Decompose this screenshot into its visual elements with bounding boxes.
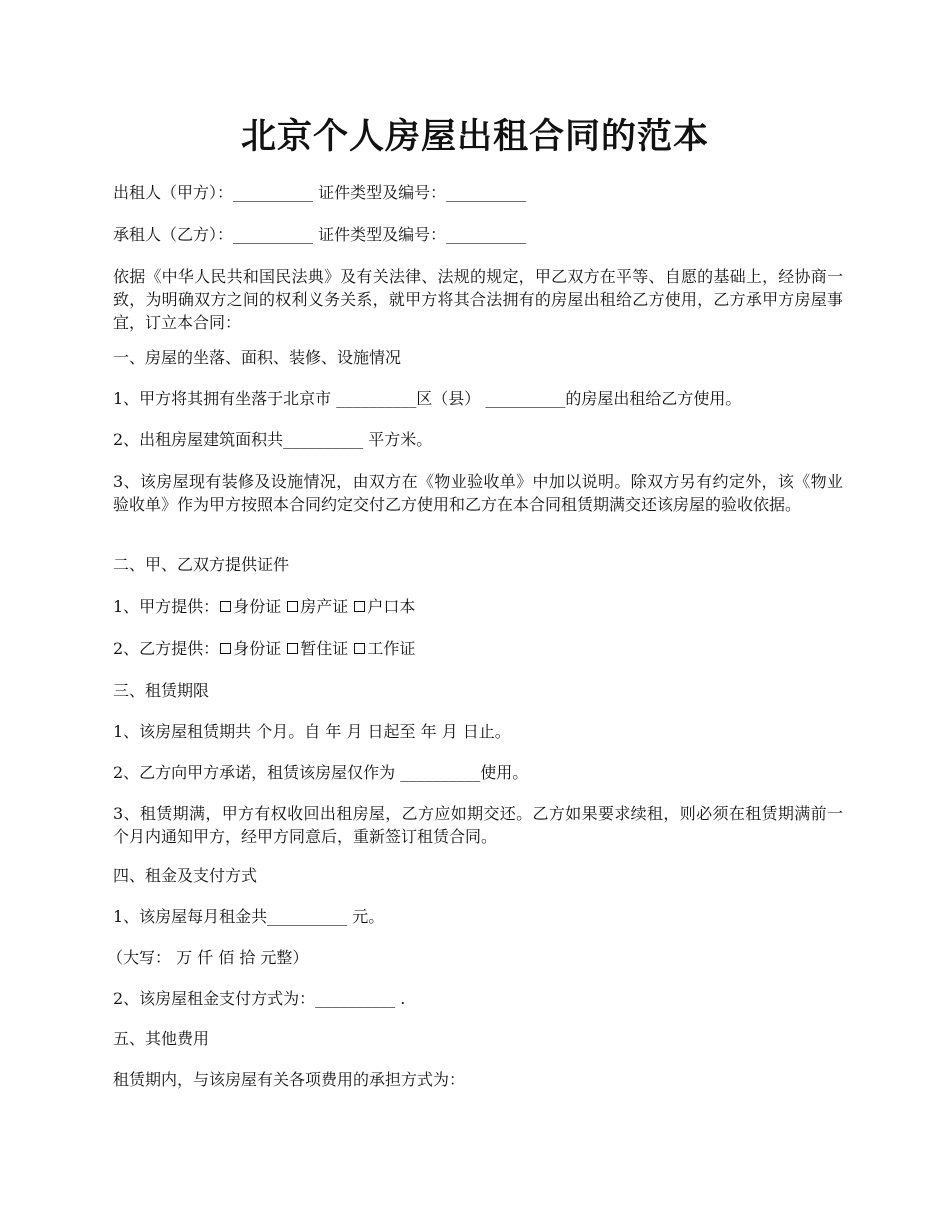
- checkbox-icon: [220, 601, 231, 612]
- section-3-item-2: 2、乙方向甲方承诺，租赁该房屋仅作为 __________使用。: [113, 763, 529, 782]
- section-5-heading: 五、其他费用: [113, 1029, 210, 1048]
- option-label: 身份证: [233, 639, 282, 658]
- section-3-item-1: 1、该房屋租赁期共 个月。自 年 月 日起至 年 月 日止。: [113, 722, 511, 741]
- section-4-item-1: 1、该房屋每月租金共__________ 元。: [113, 907, 385, 926]
- checkbox-icon: [287, 643, 298, 654]
- section-2-item-1-prefix: 1、甲方提供：: [113, 597, 220, 616]
- option-label: 暂住证: [300, 639, 349, 658]
- section-1-item-1: 1、甲方将其拥有坐落于北京市 __________区（县） __________的房屋出租给乙方使用。: [113, 389, 742, 408]
- section-2-heading: 二、甲、乙双方提供证件: [113, 555, 290, 574]
- section-4-item-2: 2、该房屋租金支付方式为：__________ .: [113, 989, 406, 1008]
- checkbox-icon: [354, 601, 365, 612]
- option-label: 户口本: [367, 597, 416, 616]
- section-2-item-2-prefix: 2、乙方提供：: [113, 639, 220, 658]
- section-1-item-3: 3、该房屋现有装修及设施情况，由双方在《物业验收单》中加以说明。除双方另有约定外，该《物业验收单》作为甲方按照本合同约定交付乙方使用和乙方在本合同租赁期满交还该房屋的验收依据。: [113, 472, 843, 514]
- option-label: 工作证: [367, 639, 416, 658]
- preamble-paragraph: 依据《中华人民共和国民法典》及有关法律、法规的规定，甲乙双方在平等、自愿的基础上，经协商一致，为明确双方之间的权利义务关系，就甲方将其合法拥有的房屋出租给乙方使用，乙方承甲方房屋事宜，订立本合同：: [113, 267, 843, 332]
- section-2-item-1: [113, 595, 843, 618]
- option-label: 房产证: [300, 597, 349, 616]
- section-4-item-1-capital: （大写： 万 仟 佰 拾 元整）: [107, 948, 309, 967]
- lessee-line: 承租人（乙方）：__________ 证件类型及编号：__________: [113, 225, 527, 244]
- section-4-heading: 四、租金及支付方式: [113, 866, 258, 885]
- section-3-item-3: 3、租赁期满，甲方有权收回出租房屋，乙方应如期交还。乙方如果要求续租，则必须在租赁期满前一个月内通知甲方，经甲方同意后，重新签订租赁合同。: [113, 804, 843, 846]
- lessor-line: 出租人（甲方）：__________ 证件类型及编号：__________: [113, 183, 527, 202]
- document-title: 北京个人房屋出租合同的范本: [240, 116, 709, 157]
- option-label: 身份证: [233, 597, 282, 616]
- section-3-heading: 三、租赁期限: [113, 681, 210, 700]
- checkbox-icon: [287, 601, 298, 612]
- section-1-heading: 一、房屋的坐落、面积、装修、设施情况: [113, 348, 402, 367]
- checkbox-icon: [354, 643, 365, 654]
- checkbox-icon: [220, 643, 231, 654]
- section-5-text: 租赁期内，与该房屋有关各项费用的承担方式为：: [113, 1070, 466, 1089]
- section-1-item-2: 2、出租房屋建筑面积共__________ 平方米。: [113, 430, 433, 449]
- section-2-item-2: [113, 637, 843, 660]
